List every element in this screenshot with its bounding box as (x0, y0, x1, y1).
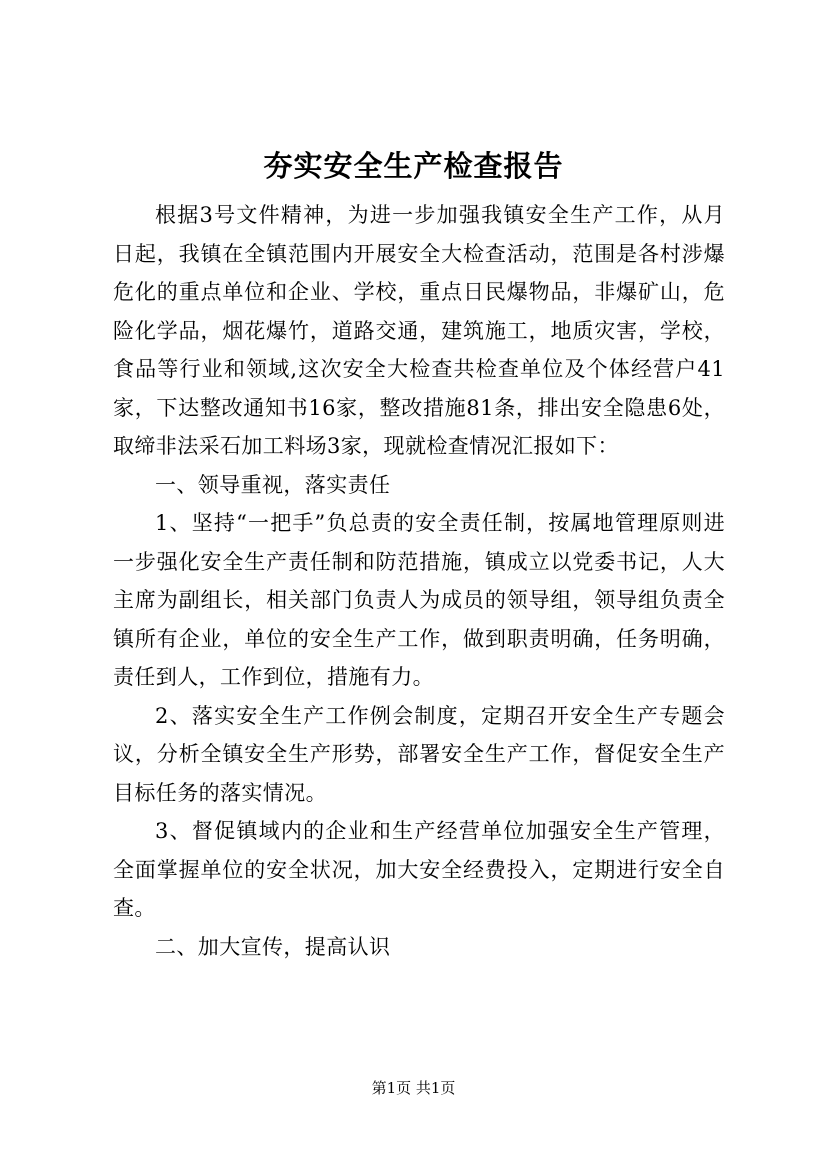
document-body (113, 196, 725, 966)
section-heading-2: 二、加大宣传，提高认识 (155, 934, 391, 959)
section-heading-1: 一、领导重视，落实责任 (155, 472, 391, 497)
paragraph-item-2: 2、落实安全生产工作例会制度，定期召开安全生产专题会议，分析全镇安全生产形势，部署安全生产工作，督促安全生产目标任务的落实情况。 (113, 703, 725, 805)
document-title: 夯实安全生产检查报告 (263, 149, 564, 183)
page-footer: 第1页 共1页 (371, 1079, 456, 1097)
paragraph-item-3: 3、督促镇域内的企业和生产经营单位加强安全生产管理，全面掌握单位的安全状况，加大安全经费投入，定期进行安全自查。 (113, 819, 725, 920)
intro-paragraph: 根据3号文件精神，为进一步加强我镇安全生产工作，从月日起，我镇在全镇范围内开展安全大检查活动，范围是各村涉爆危化的重点单位和企业、学校，重点日民爆物品，非爆矿山，危险化学品，烟花爆竹，道路交通，建筑施工，地质灾害，学校，食品等行业和领域,这次安全大检查共检查单位及个体经营户41家，下达整改通知书16家，整改措施81条，排出安全隐患6处，取缔非法采石加工料场3家，现就检查情况汇报如下： (113, 203, 725, 458)
paragraph-item-1: 1、坚持“一把手”负总责的安全责任制，按属地管理原则进一步强化安全生产责任制和防范措施，镇成立以党委书记，人大主席为副组长，相关部门负责人为成员的领导组，领导组负责全镇所有企业，单位的安全生产工作，做到职责明确，任务明确，责任到人，工作到位，措施有力。 (113, 511, 725, 689)
